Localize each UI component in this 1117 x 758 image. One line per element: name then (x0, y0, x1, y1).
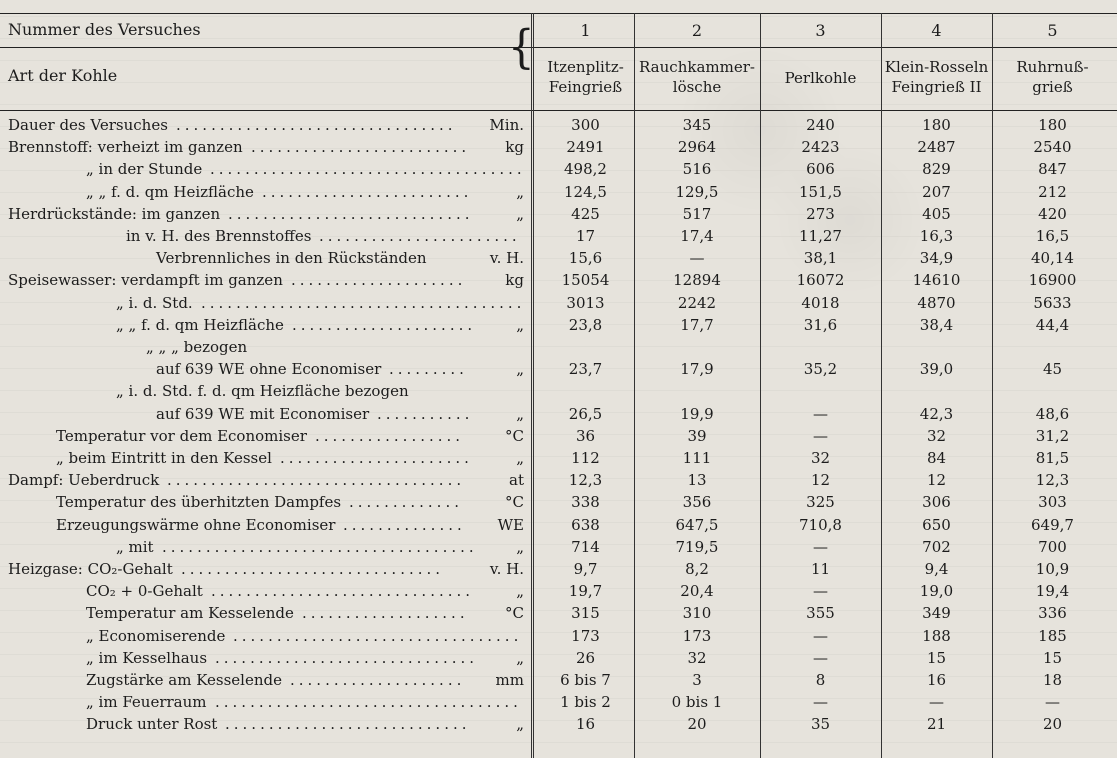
value-cell-col-5: 15 (1042, 648, 1063, 667)
value-cell-col-1: 12,3 (568, 471, 603, 490)
value-cell-col-2: 129,5 (675, 182, 719, 201)
value-cell-col-1: 338 (571, 493, 600, 512)
table-row (0, 626, 1117, 647)
row-label: Temperatur am Kesselende (86, 604, 294, 623)
table-row (0, 159, 1117, 180)
leader-dots: .................................... (162, 537, 478, 556)
value-cell-col-4: 32 (926, 426, 947, 445)
value-cell-col-4: 188 (922, 626, 951, 645)
row-label: Erzeugungswärme ohne Economiser (56, 515, 336, 534)
coal-type-line: Rauchkammer- (639, 58, 755, 76)
value-cell-col-4: 9,4 (924, 560, 949, 578)
table-row (0, 581, 1117, 602)
value-cell-col-4: — (929, 693, 944, 712)
value-cell-col-5: 420 (1038, 204, 1067, 223)
coal-type-line: Perlkohle (784, 69, 857, 87)
leader-dots: .............................. (211, 582, 475, 601)
value-cell-col-3: 11 (810, 560, 831, 578)
value-cell-col-1: 2491 (566, 138, 605, 157)
value-cell-col-3: 11,27 (799, 227, 842, 245)
row-label: „ in der Stunde (86, 160, 203, 179)
leader-dots: .................................... (210, 160, 526, 179)
value-cell-col-1: 9,7 (573, 560, 598, 578)
value-cell-col-2: 356 (682, 493, 712, 512)
value-cell-col-4: 180 (922, 116, 951, 134)
column-number-4: 4 (931, 21, 942, 40)
coal-type-header-4 (881, 57, 992, 97)
table-row (0, 270, 1117, 291)
value-cell-col-3: — (813, 537, 828, 556)
coal-type-line: Itzenplitz- (547, 58, 624, 76)
leader-dots: ......... (389, 360, 468, 379)
value-cell-col-3: — (813, 426, 828, 445)
row-unit: „ (516, 449, 524, 467)
value-cell-col-5: 700 (1038, 537, 1067, 556)
value-cell-col-3: 710,8 (799, 515, 842, 534)
column-number-5: 5 (1047, 21, 1058, 40)
value-cell-col-2: 17,4 (680, 227, 714, 245)
table-row (0, 404, 1117, 425)
leader-dots: ..................... (292, 315, 477, 334)
value-cell-col-4: 650 (922, 515, 951, 534)
table-row (0, 337, 1117, 358)
value-cell-col-4: 349 (922, 604, 951, 623)
leader-dots: ................................. (233, 626, 523, 645)
row-label: Dauer des Versuches (8, 116, 168, 134)
value-cell-col-1: 26,5 (568, 404, 603, 423)
value-cell-col-5: — (1045, 693, 1060, 712)
value-cell-col-3: 31,6 (803, 315, 838, 334)
value-cell-col-1: 6 bis 7 (560, 671, 611, 689)
row-label: „ „ f. d. qm Heizfläche (116, 315, 284, 334)
leader-dots: .............. (343, 515, 466, 534)
leader-dots: ....................... (319, 227, 521, 245)
coal-type-line: Feingrieß II (891, 78, 982, 96)
row-label: Brennstoff: verheizt im ganzen (8, 138, 243, 157)
value-cell-col-2: 8,2 (685, 560, 709, 578)
row-unit: „ (516, 582, 524, 601)
value-cell-col-1: 300 (571, 116, 600, 134)
row-label: auf 639 WE ohne Economiser (156, 360, 382, 379)
coal-type-header-5 (992, 57, 1113, 97)
value-cell-col-3: 32 (810, 449, 831, 467)
row-unit: mm (495, 671, 524, 689)
value-cell-col-2: 516 (682, 160, 712, 179)
value-cell-col-4: 4870 (917, 293, 956, 312)
table-row (0, 381, 1117, 402)
value-cell-col-1: 1 bis 2 (560, 693, 611, 712)
value-cell-col-4: 702 (922, 537, 951, 556)
value-cell-col-4: 405 (922, 204, 951, 223)
table-row (0, 648, 1117, 669)
leader-dots: ...................... (280, 449, 473, 467)
value-cell-col-5: 19,4 (1035, 582, 1070, 601)
leader-dots: .................... (291, 271, 467, 290)
column-number-3: 3 (815, 21, 826, 40)
value-cell-col-4: 21 (926, 715, 947, 734)
value-cell-col-1: 23,7 (568, 360, 603, 379)
value-cell-col-2: — (689, 249, 705, 268)
row-label: „ Economiserende (86, 626, 226, 645)
row-label: auf 639 WE mit Economiser (156, 404, 370, 423)
leader-dots: ............. (349, 493, 463, 512)
value-cell-col-3: — (813, 648, 828, 667)
header-divider-rule (0, 47, 1117, 48)
value-cell-col-1: 15054 (561, 271, 610, 290)
row-label: „ i. d. Std. f. d. qm Heizfläche bezogen (116, 382, 409, 401)
row-label: Temperatur vor dem Economiser (56, 426, 307, 445)
row-unit: „ (516, 404, 524, 423)
coal-type-header-2 (634, 57, 760, 97)
coal-type-label: Art der Kohle (8, 66, 118, 85)
value-cell-col-2: 12894 (673, 271, 721, 290)
value-cell-col-3: 606 (806, 160, 835, 179)
table-row (0, 248, 1117, 269)
value-cell-col-2: 345 (682, 116, 712, 134)
table-row (0, 204, 1117, 225)
leader-dots: ................................ (176, 116, 457, 134)
value-cell-col-1: 3013 (566, 293, 605, 312)
leader-dots: ................... (302, 604, 469, 623)
coal-type-header-3 (760, 68, 881, 88)
leader-dots: .............................. (181, 560, 445, 578)
value-cell-col-5: 20 (1042, 715, 1063, 734)
leader-dots: .................... (290, 671, 466, 689)
value-cell-col-5: 212 (1038, 182, 1067, 201)
row-unit: „ (516, 715, 524, 734)
brace-glyph: { (508, 19, 535, 74)
row-unit: Min. (489, 116, 524, 134)
row-label: Temperatur des überhitzten Dampfes (56, 493, 342, 512)
value-cell-col-2: 310 (682, 604, 712, 623)
leader-dots: .................................. (167, 471, 466, 490)
row-unit: „ (516, 182, 524, 201)
row-unit: v. H. (489, 560, 524, 578)
row-label: Zugstärke am Kesselende (86, 671, 282, 689)
leader-dots: ................. (315, 426, 465, 445)
value-cell-col-4: 16 (926, 671, 947, 689)
value-cell-col-1: 26 (575, 648, 596, 667)
table-row (0, 115, 1117, 136)
row-unit: kg (505, 138, 524, 157)
value-cell-col-4: 42,3 (919, 404, 954, 423)
row-label: Heizgase: CO₂-Gehalt (8, 560, 173, 578)
value-cell-col-5: 5633 (1033, 293, 1072, 312)
row-label: in v. H. des Brennstoffes (126, 227, 312, 245)
row-label: „ „ „ bezogen (146, 338, 248, 356)
value-cell-col-4: 39,0 (919, 360, 954, 379)
value-cell-col-2: 20 (687, 715, 707, 734)
value-cell-col-2: 17,7 (680, 315, 714, 334)
coal-type-line: Feingrieß (548, 78, 623, 96)
value-cell-col-5: 48,6 (1035, 404, 1070, 423)
table-row (0, 670, 1117, 691)
value-cell-col-4: 15 (926, 648, 947, 667)
value-cell-col-2: 13 (687, 471, 707, 490)
table-row (0, 315, 1117, 336)
row-unit: °C (505, 426, 524, 445)
value-cell-col-1: 315 (571, 604, 600, 623)
value-cell-col-2: 2242 (677, 293, 717, 312)
coal-type-line: Ruhrnuß- (1016, 58, 1089, 76)
value-cell-col-4: 16,3 (919, 227, 954, 245)
value-cell-col-3: 273 (806, 204, 835, 223)
value-cell-col-2: 517 (682, 204, 712, 223)
value-cell-col-1: 36 (575, 426, 596, 445)
value-cell-col-1: 498,2 (564, 160, 607, 179)
value-cell-col-3: 325 (806, 493, 835, 512)
value-cell-col-5: 31,2 (1035, 426, 1070, 445)
value-cell-col-3: 35,2 (803, 360, 838, 379)
value-cell-col-5: 12,3 (1035, 471, 1070, 490)
row-unit: at (509, 471, 524, 490)
value-cell-col-5: 649,7 (1031, 515, 1074, 534)
leader-dots: ........................ (262, 182, 473, 201)
value-cell-col-3: — (813, 582, 828, 601)
value-cell-col-5: 16900 (1028, 271, 1077, 290)
value-cell-col-4: 34,9 (919, 249, 954, 268)
table-row (0, 359, 1117, 380)
value-cell-col-3: — (813, 404, 828, 423)
value-cell-col-5: 10,9 (1035, 560, 1070, 578)
row-label: Dampf: Ueberdruck (8, 471, 160, 490)
row-unit: WE (497, 515, 524, 534)
value-cell-col-3: 355 (806, 604, 835, 623)
value-cell-col-2: 17,9 (680, 360, 714, 379)
value-cell-col-5: 2540 (1033, 138, 1072, 157)
value-cell-col-1: 15,6 (568, 249, 603, 268)
row-label: Verbrennliches in den Rückständen (156, 249, 427, 268)
row-label: CO₂ + 0-Gehalt (86, 582, 203, 601)
value-cell-col-2: 0 bis 1 (671, 693, 723, 712)
value-cell-col-3: 35 (810, 715, 831, 734)
value-cell-col-5: 185 (1038, 626, 1067, 645)
row-label: Druck unter Rost (86, 715, 218, 734)
table-row (0, 470, 1117, 491)
value-cell-col-5: 303 (1038, 493, 1067, 512)
value-cell-col-3: 12 (810, 471, 831, 490)
value-cell-col-5: 40,14 (1031, 249, 1074, 268)
value-cell-col-2: 2964 (677, 138, 717, 157)
value-cell-col-2: 39 (687, 426, 707, 445)
coal-type-line: lösche (672, 78, 722, 96)
value-cell-col-3: 16072 (796, 271, 845, 290)
value-cell-col-2: 173 (682, 626, 712, 645)
value-cell-col-5: 180 (1038, 116, 1067, 134)
row-unit: °C (505, 604, 524, 623)
row-unit: „ (516, 360, 524, 379)
value-cell-col-4: 38,4 (919, 315, 954, 334)
coal-type-header-1 (537, 57, 634, 97)
value-cell-col-5: 16,5 (1035, 227, 1070, 245)
row-unit: v. H. (489, 249, 524, 268)
row-unit: kg (505, 271, 524, 290)
leader-dots: .............................. (215, 648, 479, 667)
row-unit: „ (516, 315, 524, 334)
value-cell-col-4: 19,0 (919, 582, 954, 601)
value-cell-col-3: 2423 (801, 138, 840, 157)
value-cell-col-5: 336 (1038, 604, 1067, 623)
row-label: „ mit (116, 537, 154, 556)
value-cell-col-5: 44,4 (1035, 315, 1070, 334)
leader-dots: ......................... (251, 138, 471, 157)
value-cell-col-1: 23,8 (568, 315, 603, 334)
row-label: Speisewasser: verdampft im ganzen (8, 271, 283, 290)
column-number-2: 2 (691, 21, 703, 40)
value-cell-col-1: 425 (571, 204, 600, 223)
value-cell-col-4: 2487 (917, 138, 956, 157)
table-row (0, 537, 1117, 558)
value-cell-col-1: 173 (571, 626, 600, 645)
value-cell-col-1: 638 (571, 515, 600, 534)
row-unit: „ (516, 648, 524, 667)
column-number-1: 1 (580, 21, 591, 40)
value-cell-col-3: 240 (806, 116, 835, 134)
value-cell-col-3: — (813, 693, 828, 712)
leader-dots: ................................... (215, 693, 522, 712)
table-row (0, 559, 1117, 580)
value-cell-col-3: 4018 (801, 293, 840, 312)
value-cell-col-2: 719,5 (675, 537, 719, 556)
value-cell-col-1: 124,5 (564, 182, 607, 201)
value-cell-col-2: 20,4 (680, 582, 714, 601)
value-cell-col-2: 32 (687, 648, 707, 667)
leader-dots: ............................ (228, 204, 474, 223)
value-cell-col-2: 3 (692, 671, 702, 689)
value-cell-col-4: 306 (922, 493, 951, 512)
table-row (0, 603, 1117, 624)
leader-dots: ........... (377, 404, 474, 423)
value-cell-col-2: 111 (682, 449, 712, 467)
value-cell-col-1: 19,7 (568, 582, 603, 601)
leader-dots: ..................................... (201, 293, 526, 312)
table-row (0, 692, 1117, 713)
row-unit: „ (516, 204, 524, 223)
table-row (0, 182, 1117, 203)
value-cell-col-4: 207 (922, 182, 951, 201)
table-row (0, 448, 1117, 469)
value-cell-col-4: 14610 (912, 271, 961, 290)
row-label: „ i. d. Std. (116, 293, 193, 312)
row-label: Herdrückstände: im ganzen (8, 204, 221, 223)
value-cell-col-5: 45 (1042, 360, 1063, 379)
value-cell-col-5: 81,5 (1035, 449, 1070, 467)
value-cell-col-2: 647,5 (675, 515, 719, 534)
table-row (0, 714, 1117, 735)
value-cell-col-4: 84 (926, 449, 947, 467)
table-row (0, 426, 1117, 447)
row-label: „ „ f. d. qm Heizfläche (86, 182, 254, 201)
value-cell-col-1: 714 (571, 537, 600, 556)
leader-dots: ............................ (225, 715, 471, 734)
table-row (0, 492, 1117, 513)
value-cell-col-5: 18 (1042, 671, 1063, 689)
table-row (0, 226, 1117, 247)
row-label: „ im Feuerraum (86, 693, 207, 712)
value-cell-col-3: 151,5 (799, 182, 842, 201)
row-label: „ im Kesselhaus (86, 648, 208, 667)
table-row (0, 293, 1117, 314)
value-cell-col-4: 12 (926, 471, 947, 490)
header-bottom-rule (0, 110, 1117, 111)
value-cell-col-1: 112 (571, 449, 600, 467)
table-row (0, 137, 1117, 158)
row-label: „ beim Eintritt in den Kessel (56, 449, 272, 467)
value-cell-col-1: 16 (575, 715, 596, 734)
value-cell-col-3: 38,1 (803, 249, 838, 268)
value-cell-col-3: 8 (815, 671, 826, 689)
test-number-label: Nummer des Versuches (8, 20, 201, 39)
coal-type-line: grieß (1032, 78, 1073, 96)
table-row (0, 515, 1117, 536)
value-cell-col-3: — (813, 626, 828, 645)
coal-type-line: Klein-Rosseln (884, 58, 989, 76)
table-top-rule (0, 13, 1117, 14)
row-unit: „ (516, 537, 524, 556)
value-cell-col-4: 829 (922, 160, 951, 179)
value-cell-col-1: 17 (575, 227, 596, 245)
value-cell-col-5: 847 (1038, 160, 1067, 179)
row-unit: °C (505, 493, 524, 512)
value-cell-col-2: 19,9 (680, 404, 714, 423)
